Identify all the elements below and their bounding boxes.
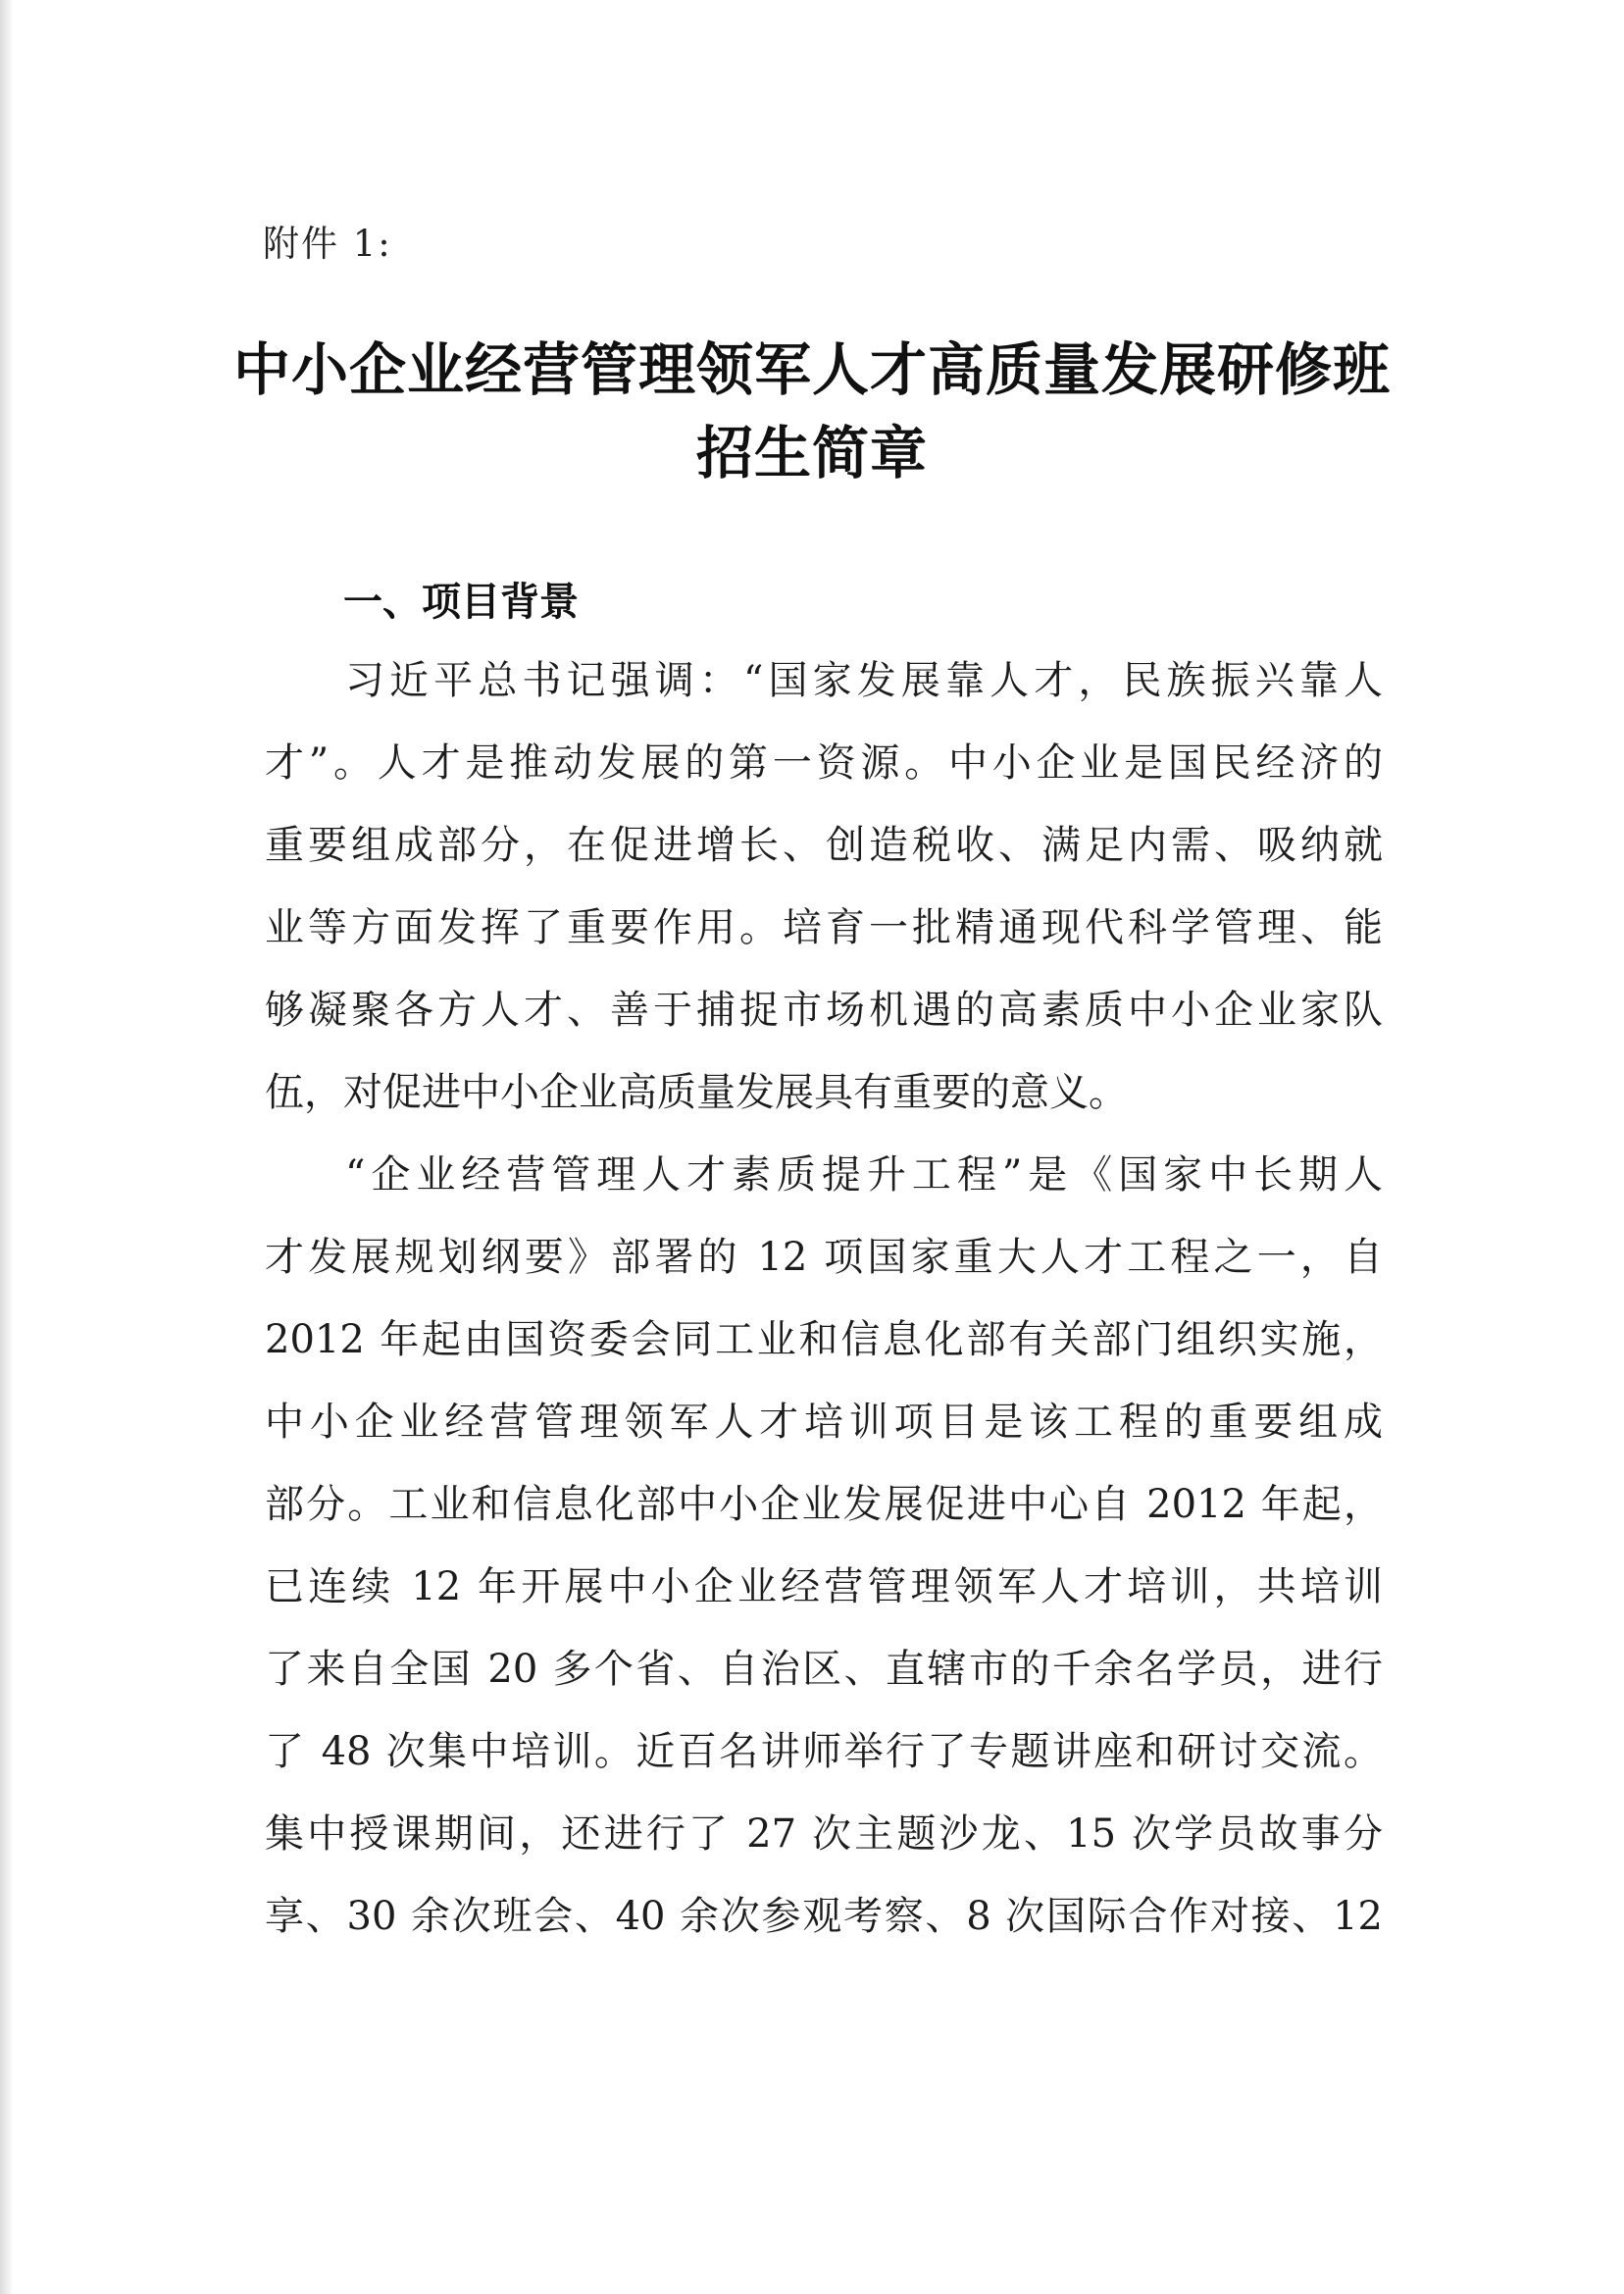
paragraph-line: 中小企业经营管理领军人才培训项目是该工程的重要组成 — [265, 1400, 1383, 1445]
paragraph-line: 了来自全国 20 多个省、自治区、直辖市的千余名学员，进行 — [265, 1647, 1383, 1692]
paragraph-line: “企业经营管理人才素质提升工程”是《国家中长期人 — [345, 1152, 1383, 1198]
paragraph-line: 集中授课期间，还进行了 27 次主题沙龙、15 次学员故事分 — [265, 1811, 1383, 1857]
section-heading-background: 一、项目背景 — [343, 580, 579, 625]
document-title-line-1: 中小企业经营管理领军人才高质量发展研修班 — [232, 336, 1391, 403]
paragraph-line: 才发展规划纲要》部署的 12 项国家重大人才工程之一，自 — [265, 1235, 1383, 1280]
scan-edge-shadow — [0, 0, 14, 2294]
attachment-label: 附件 1: — [263, 223, 392, 265]
paragraph-line: 享、30 余次班会、40 余次参观考察、8 次国际合作对接、12 — [265, 1894, 1383, 1939]
paragraph-line: 部分。工业和信息化部中小企业发展促进中心自 2012 年起， — [265, 1482, 1383, 1527]
paragraph-line: 才”。人才是推动发展的第一资源。中小企业是国民经济的 — [265, 740, 1383, 786]
paragraph-line: 业等方面发挥了重要作用。培育一批精通现代科学管理、能 — [265, 905, 1383, 950]
paragraph-line: 伍，对促进中小企业高质量发展具有重要的意义。 — [265, 1070, 1128, 1115]
document-title-line-2: 招生简章 — [695, 420, 928, 486]
paragraph-line: 习近平总书记强调：“国家发展靠人才，民族振兴靠人 — [345, 658, 1383, 703]
paragraph-line: 够凝聚各方人才、善于捕捉市场机遇的高素质中小企业家队 — [265, 988, 1383, 1033]
paragraph-line: 重要组成部分，在促进增长、创造税收、满足内需、吸纳就 — [265, 823, 1383, 868]
paragraph-line: 已连续 12 年开展中小企业经营管理领军人才培训，共培训 — [265, 1564, 1383, 1609]
paragraph-line: 了 48 次集中培训。近百名讲师举行了专题讲座和研讨交流。 — [265, 1729, 1383, 1774]
paragraph-line: 2012 年起由国资委会同工业和信息化部有关部门组织实施， — [265, 1317, 1383, 1362]
